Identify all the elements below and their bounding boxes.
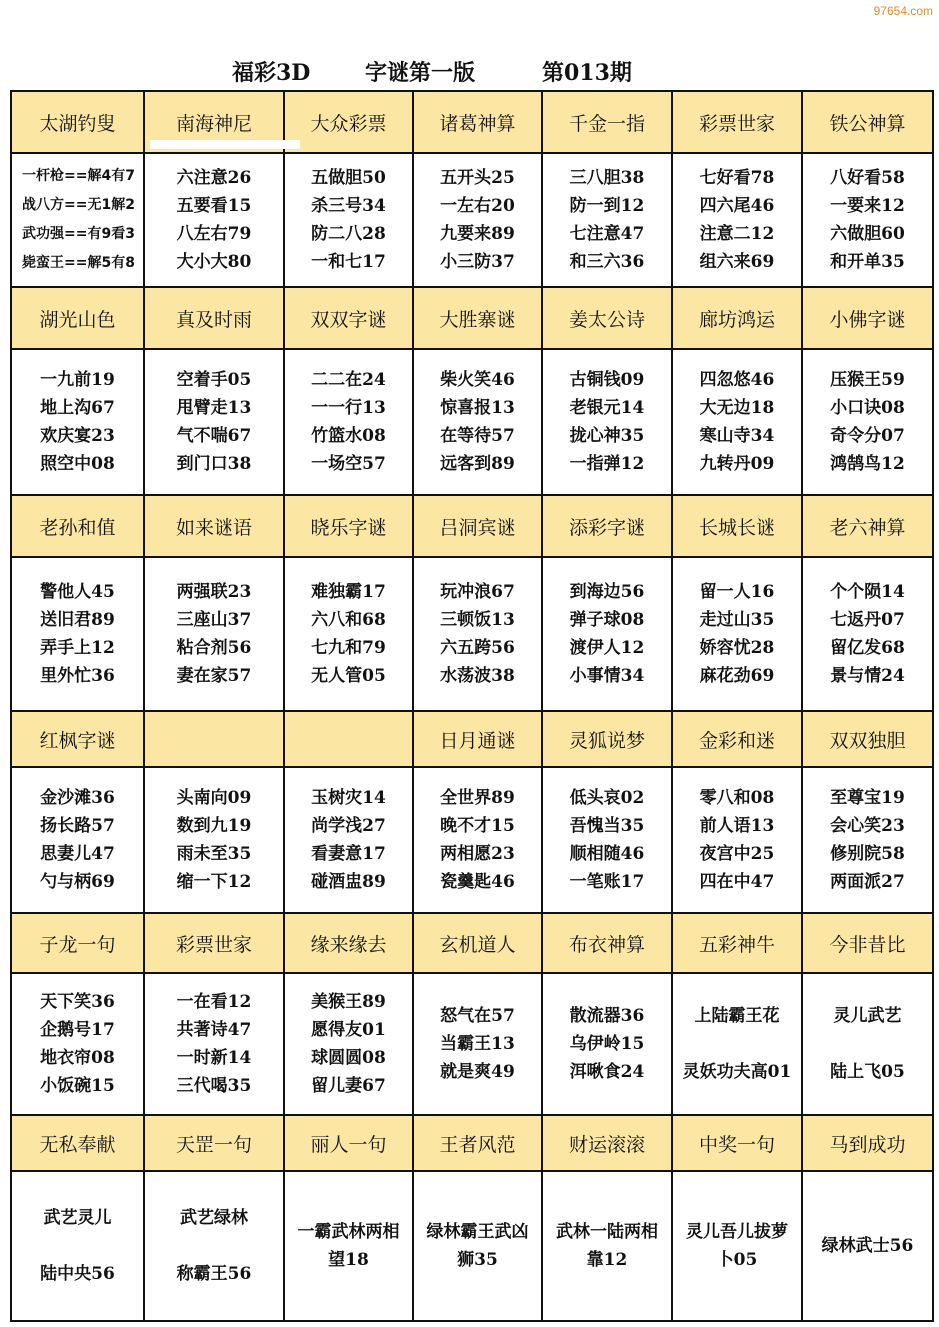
riddle-line: 七注意47	[569, 224, 645, 244]
riddle-line: 送旧君89	[40, 610, 115, 630]
riddle-line: 至尊宝19	[830, 788, 905, 808]
column-header: 诸葛神算	[413, 91, 542, 153]
column-header: 金彩和迷	[672, 711, 802, 767]
header-row	[11, 711, 933, 767]
riddle-cell	[144, 1171, 284, 1321]
column-header: 彩票世家	[144, 913, 284, 973]
title-issue: 第013期	[542, 60, 632, 86]
column-header: 双双字谜	[284, 287, 413, 349]
riddle-line: 洱啾食24	[569, 1062, 645, 1082]
riddle-line: 无人管05	[311, 666, 386, 686]
riddle-line: 空着手05	[176, 370, 252, 390]
riddle-line: 四忽悠46	[699, 370, 775, 390]
riddle-line: 玩冲浪67	[440, 582, 515, 602]
riddle-line: 散流器36	[569, 1006, 645, 1026]
column-header: 太湖钓叟	[11, 91, 144, 153]
riddle-line: 粘合剂56	[176, 638, 252, 658]
riddle-cell	[284, 349, 413, 495]
riddle-line: 一杆枪==解4有7	[22, 168, 135, 184]
riddle-line: 防二八28	[311, 224, 386, 244]
riddle-line: 夜宫中25	[699, 844, 775, 864]
riddle-line: 小口诀08	[830, 398, 905, 418]
column-header	[284, 711, 413, 767]
header-row	[11, 1115, 933, 1171]
column-header: 今非昔比	[802, 913, 933, 973]
riddle-line: 古铜钱09	[569, 370, 645, 390]
riddle-line: 数到九19	[176, 816, 252, 836]
column-header: 千金一指	[542, 91, 672, 153]
column-header: 灵狐说梦	[542, 711, 672, 767]
column-header: 晓乐字谜	[284, 495, 413, 557]
riddle-line: 八左右79	[176, 224, 252, 244]
riddle-cell	[672, 973, 802, 1115]
riddle-cell	[284, 973, 413, 1115]
riddle-line: 照空中08	[40, 454, 115, 474]
riddle-table	[10, 90, 934, 1322]
column-header: 日月通谜	[413, 711, 542, 767]
riddle-line: 看妻意17	[311, 844, 386, 864]
riddle-line: 五做胆50	[311, 168, 386, 188]
riddle-cell	[413, 349, 542, 495]
riddle-cell	[672, 557, 802, 711]
riddle-line: 上陆霸王花	[694, 1006, 780, 1026]
riddle-line: 警他人45	[40, 582, 115, 602]
riddle-line: 扬长路57	[40, 816, 115, 836]
column-header	[144, 711, 284, 767]
riddle-line: 陆上飞05	[830, 1062, 905, 1082]
riddle-cell	[672, 767, 802, 913]
riddle-line: 勺与柄69	[40, 872, 115, 892]
riddle-cell	[11, 1171, 144, 1321]
riddle-line: 在等待57	[440, 426, 515, 446]
header-row	[11, 287, 933, 349]
riddle-line: 寒山寺34	[699, 426, 775, 446]
riddle-cell	[802, 349, 933, 495]
column-header: 天罡一句	[144, 1115, 284, 1171]
riddle-line: 一笔账17	[569, 872, 645, 892]
riddle-line: 一指弹12	[569, 454, 645, 474]
riddle-line: 走过山35	[699, 610, 775, 630]
riddle-line: 渡伊人12	[569, 638, 645, 658]
riddle-line: 弄手上12	[40, 638, 115, 658]
column-header: 子龙一句	[11, 913, 144, 973]
column-header: 廊坊鸿运	[672, 287, 802, 349]
riddle-line: 拢心神35	[569, 426, 645, 446]
riddle-line: 零八和08	[699, 788, 775, 808]
riddle-cell	[802, 973, 933, 1115]
riddle-line: 天下笑36	[40, 992, 115, 1012]
title-edition: 字谜第一版	[365, 60, 476, 86]
header-row	[11, 913, 933, 973]
riddle-cell	[542, 153, 672, 287]
riddle-cell	[284, 1171, 413, 1321]
riddle-line: 难独霸17	[311, 582, 386, 602]
riddle-row	[11, 973, 933, 1115]
riddle-cell	[542, 767, 672, 913]
riddle-line: 三顿饭13	[440, 610, 515, 630]
riddle-line: 两相愿23	[440, 844, 515, 864]
riddle-line: 地上沟67	[40, 398, 115, 418]
riddle-line: 三代喝35	[176, 1076, 252, 1096]
riddle-line: 一场空57	[311, 454, 386, 474]
riddle-row	[11, 1171, 933, 1321]
column-header: 大众彩票	[284, 91, 413, 153]
riddle-line: 缩一下12	[176, 872, 252, 892]
riddle-line: 一九前19	[40, 370, 115, 390]
riddle-line: 前人语13	[699, 816, 775, 836]
riddle-row	[11, 557, 933, 711]
riddle-cell	[144, 973, 284, 1115]
riddle-line: 欢庆宴23	[40, 426, 115, 446]
riddle-line: 雨未至35	[176, 844, 252, 864]
column-header: 五彩神牛	[672, 913, 802, 973]
riddle-line: 金沙滩36	[40, 788, 115, 808]
riddle-line: 三座山37	[176, 610, 252, 630]
riddle-line: 六做胆60	[830, 224, 905, 244]
column-header: 马到成功	[802, 1115, 933, 1171]
riddle-line: 陆中央56	[40, 1264, 115, 1284]
riddle-line: 留亿发68	[830, 638, 905, 658]
riddle-line: 怒气在57	[440, 1006, 515, 1026]
riddle-line: 一左右20	[440, 196, 515, 216]
riddle-line: 武艺灵儿	[43, 1208, 112, 1228]
riddle-line: 五开头25	[440, 168, 515, 188]
riddle-line: 水荡波38	[440, 666, 515, 686]
column-header: 铁公神算	[802, 91, 933, 153]
column-header: 大胜寨谜	[413, 287, 542, 349]
riddle-cell	[284, 557, 413, 711]
riddle-line: 一在看12	[176, 992, 252, 1012]
page-title	[0, 52, 939, 88]
riddle-line: 修别院58	[830, 844, 905, 864]
riddle-line: 六八和68	[311, 610, 386, 630]
riddle-line: 三八胆38	[569, 168, 645, 188]
riddle-cell	[802, 767, 933, 913]
column-header: 财运滚滚	[542, 1115, 672, 1171]
riddle-line: 留儿妻67	[311, 1076, 386, 1096]
riddle-cell	[144, 349, 284, 495]
riddle-line: 防一到12	[569, 196, 645, 216]
column-header: 湖光山色	[11, 287, 144, 349]
riddle-line: 杀三号34	[311, 196, 386, 216]
riddle-line: 远客到89	[440, 454, 515, 474]
riddle-line: 顺相随46	[569, 844, 645, 864]
riddle-line: 小事情34	[569, 666, 645, 686]
riddle-cell	[11, 973, 144, 1115]
riddle-line: 头南向09	[176, 788, 252, 808]
riddle-line: 气不喘67	[176, 426, 252, 446]
riddle-cell	[802, 557, 933, 711]
riddle-cell	[802, 1171, 933, 1321]
riddle-line: 六五跨56	[440, 638, 515, 658]
riddle-line: 妻在家57	[176, 666, 252, 686]
riddle-line: 地衣帘08	[40, 1048, 115, 1068]
riddle-line: 一要来12	[830, 196, 905, 216]
riddle-cell	[413, 767, 542, 913]
column-header: 老六神算	[802, 495, 933, 557]
riddle-cell	[672, 349, 802, 495]
riddle-line: 二二在24	[311, 370, 386, 390]
riddle-line: 当霸王13	[440, 1034, 515, 1054]
riddle-line: 里外忙36	[40, 666, 115, 686]
riddle-line: 碰酒盅89	[311, 872, 386, 892]
riddle-line: 七好看78	[699, 168, 775, 188]
riddle-line: 老银元14	[569, 398, 645, 418]
riddle-line: 和开单35	[830, 252, 905, 272]
riddle-line: 美猴王89	[311, 992, 386, 1012]
riddle-line: 留一人16	[699, 582, 775, 602]
riddle-line: 一和七17	[311, 252, 386, 272]
riddle-cell	[413, 973, 542, 1115]
riddle-line: 九转丹09	[699, 454, 775, 474]
riddle-line: 会心笑23	[830, 816, 905, 836]
riddle-line: 到门口38	[176, 454, 252, 474]
riddle-line: 九要来89	[440, 224, 515, 244]
riddle-line: 晚不才15	[440, 816, 515, 836]
riddle-line: 全世界89	[440, 788, 515, 808]
riddle-line: 注意二12	[699, 224, 775, 244]
riddle-line: 甩臂走13	[176, 398, 252, 418]
column-header: 姜太公诗	[542, 287, 672, 349]
riddle-line: 五要看15	[176, 196, 252, 216]
riddle-line: 六注意26	[176, 168, 252, 188]
riddle-cell	[11, 767, 144, 913]
riddle-cell	[542, 349, 672, 495]
site-watermark: 97654.com	[873, 4, 933, 18]
riddle-cell	[542, 1171, 672, 1321]
riddle-line: 柴火笑46	[440, 370, 515, 390]
column-header: 长城长谜	[672, 495, 802, 557]
riddle-line: 弹子球08	[569, 610, 645, 630]
column-header: 吕洞宾谜	[413, 495, 542, 557]
riddle-cell	[672, 153, 802, 287]
column-header: 彩票世家	[672, 91, 802, 153]
column-header: 真及时雨	[144, 287, 284, 349]
riddle-line: 战八方==无1解2	[22, 197, 135, 213]
riddle-cell	[672, 1171, 802, 1321]
riddle-line: 竹篮水08	[311, 426, 386, 446]
column-header: 双双独胆	[802, 711, 933, 767]
riddle-cell	[144, 557, 284, 711]
riddle-line: 毙蛮王==解5有8	[22, 255, 135, 271]
riddle-line: 瓷羹匙46	[440, 872, 515, 892]
riddle-line: 绿林霸王武凶狮35	[426, 1222, 529, 1270]
riddle-line: 武功强==有9看3	[22, 226, 135, 242]
riddle-line: 小饭碗15	[40, 1076, 115, 1096]
riddle-line: 娇容忧28	[699, 638, 775, 658]
riddle-line: 和三六36	[569, 252, 645, 272]
riddle-line: 大无边18	[699, 398, 775, 418]
riddle-line: 组六来69	[699, 252, 775, 272]
riddle-line: 乌伊岭15	[569, 1034, 645, 1054]
riddle-line: 武艺绿林	[180, 1208, 248, 1228]
riddle-cell	[802, 153, 933, 287]
column-header: 老孙和值	[11, 495, 144, 557]
riddle-line: 鸿鹄鸟12	[830, 454, 905, 474]
riddle-row	[11, 153, 933, 287]
riddle-line: 武林一陆两相靠12	[556, 1222, 658, 1270]
title-brand: 福彩3D	[232, 60, 311, 86]
riddle-line: 四在中47	[699, 872, 775, 892]
riddle-cell	[11, 557, 144, 711]
riddle-line: 奇令分07	[830, 426, 905, 446]
riddle-row	[11, 767, 933, 913]
column-header: 丽人一句	[284, 1115, 413, 1171]
riddle-line: 吾愧当35	[569, 816, 645, 836]
riddle-line: 两强联23	[176, 582, 252, 602]
riddle-cell	[144, 153, 284, 287]
riddle-line: 四六尾46	[699, 196, 775, 216]
riddle-line: 小三防37	[440, 252, 515, 272]
riddle-cell	[284, 153, 413, 287]
riddle-cell	[542, 973, 672, 1115]
riddle-line: 思妻儿47	[40, 844, 115, 864]
riddle-line: 低头哀02	[569, 788, 645, 808]
riddle-cell	[413, 153, 542, 287]
riddle-cell	[413, 1171, 542, 1321]
riddle-line: 两面派27	[830, 872, 905, 892]
riddle-line: 一霸武林两相望18	[297, 1222, 400, 1270]
riddle-cell	[144, 767, 284, 913]
riddle-line: 到海边56	[569, 582, 645, 602]
riddle-line: 玉树灾14	[311, 788, 386, 808]
column-header: 南海神尼	[144, 91, 284, 153]
riddle-cell	[11, 153, 144, 287]
column-header: 王者风范	[413, 1115, 542, 1171]
riddle-line: 灵妖功夫高01	[682, 1062, 792, 1082]
riddle-line: 一一行13	[311, 398, 386, 418]
riddle-line: 共著诗47	[176, 1020, 252, 1040]
column-header: 添彩字谜	[542, 495, 672, 557]
column-header: 中奖一句	[672, 1115, 802, 1171]
riddle-line: 个个陨14	[830, 582, 905, 602]
column-header: 小佛字谜	[802, 287, 933, 349]
riddle-cell	[11, 349, 144, 495]
riddle-cell	[284, 767, 413, 913]
riddle-line: 灵儿吾儿拔萝卜05	[686, 1222, 788, 1270]
riddle-line: 景与情24	[830, 666, 905, 686]
column-header: 如来谜语	[144, 495, 284, 557]
riddle-line: 大小大80	[176, 252, 252, 272]
riddle-line: 就是爽49	[440, 1062, 515, 1082]
blank-patch-top	[150, 140, 300, 149]
riddle-line: 惊喜报13	[440, 398, 515, 418]
riddle-line: 称霸王56	[176, 1264, 252, 1284]
column-header: 玄机道人	[413, 913, 542, 973]
riddle-line: 一时新14	[176, 1048, 252, 1068]
riddle-line: 绿林武士56	[821, 1236, 914, 1256]
riddle-line: 八好看58	[830, 168, 905, 188]
riddle-line: 七返丹07	[830, 610, 905, 630]
riddle-line: 麻花劲69	[699, 666, 775, 686]
riddle-row	[11, 349, 933, 495]
riddle-cell	[413, 557, 542, 711]
riddle-line: 灵儿武艺	[833, 1006, 902, 1026]
riddle-line: 七九和79	[311, 638, 386, 658]
riddle-line: 球圆圆08	[311, 1048, 386, 1068]
column-header: 缘来缘去	[284, 913, 413, 973]
riddle-line: 愿得友01	[311, 1020, 386, 1040]
riddle-line: 压猴王59	[830, 370, 905, 390]
riddle-line: 尚学浅27	[311, 816, 386, 836]
riddle-line: 企鹅号17	[40, 1020, 115, 1040]
column-header: 布衣神算	[542, 913, 672, 973]
header-row	[11, 495, 933, 557]
column-header: 无私奉献	[11, 1115, 144, 1171]
riddle-cell	[542, 557, 672, 711]
column-header: 红枫字谜	[11, 711, 144, 767]
